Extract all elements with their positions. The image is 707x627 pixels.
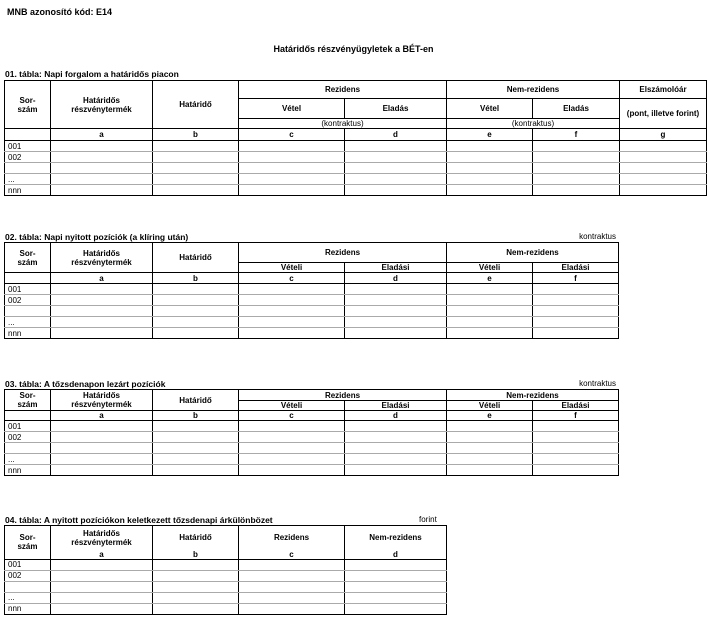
data-cell[interactable]	[533, 328, 619, 339]
t2-letter: d	[345, 273, 447, 284]
t1-rezidens-header: Rezidens	[239, 81, 447, 99]
t3-rezidens-header: Rezidens	[239, 390, 447, 401]
data-cell[interactable]	[345, 141, 447, 152]
data-cell[interactable]	[153, 603, 239, 614]
form-code: MNB azonosító kód: E14	[7, 7, 113, 17]
data-cell[interactable]	[620, 141, 707, 152]
table-row	[5, 443, 619, 454]
data-cell[interactable]	[447, 174, 533, 185]
t2-letter: b	[153, 273, 239, 284]
t1-letter: c	[239, 129, 345, 141]
data-cell[interactable]	[533, 306, 619, 317]
t3-letter: f	[533, 411, 619, 421]
table3	[4, 389, 619, 476]
data-cell[interactable]	[51, 284, 153, 295]
data-cell[interactable]	[345, 328, 447, 339]
t2-letter: f	[533, 273, 619, 284]
data-cell[interactable]	[447, 317, 533, 328]
t3-letter: e	[447, 411, 533, 421]
row-number	[5, 306, 51, 317]
data-cell[interactable]	[153, 306, 239, 317]
data-cell[interactable]	[51, 559, 153, 570]
data-cell[interactable]	[239, 284, 345, 295]
row-number	[5, 443, 51, 454]
row-number: 002	[5, 152, 51, 163]
data-cell[interactable]	[345, 581, 447, 592]
data-cell[interactable]	[153, 454, 239, 465]
table-row	[5, 317, 619, 328]
table1-caption: 01. tábla: Napi forgalom a határidős piacon	[5, 69, 179, 79]
data-cell[interactable]	[51, 581, 153, 592]
t4-letter: c	[239, 550, 345, 560]
data-cell[interactable]	[153, 328, 239, 339]
row-number: 001	[5, 421, 51, 432]
table-row	[5, 163, 707, 174]
data-cell[interactable]	[153, 432, 239, 443]
data-cell[interactable]	[447, 152, 533, 163]
t1-elsz-sub: (pont, illetve forint)	[620, 99, 707, 129]
data-cell[interactable]	[153, 421, 239, 432]
data-cell[interactable]	[239, 443, 345, 454]
data-cell[interactable]	[51, 317, 153, 328]
data-cell[interactable]	[51, 163, 153, 174]
data-cell[interactable]	[345, 306, 447, 317]
data-cell[interactable]	[345, 443, 447, 454]
data-cell[interactable]	[447, 185, 533, 196]
t2-veteli-nr: Vételi	[447, 263, 533, 273]
data-cell[interactable]	[153, 581, 239, 592]
t1-nemrezidens-header: Nem-rezidens	[447, 81, 620, 99]
row-number: nnn	[5, 185, 51, 196]
row-number	[5, 581, 51, 592]
t4-sorszam-header: Sor- szám	[5, 526, 51, 560]
t1-eladas-nr: Eladás	[533, 99, 620, 119]
t2-product-header: Határidős részvénytermék	[51, 243, 153, 273]
row-number: 001	[5, 559, 51, 570]
data-cell[interactable]	[153, 284, 239, 295]
data-cell[interactable]	[239, 174, 345, 185]
data-cell[interactable]	[239, 328, 345, 339]
page-title: Határidős részvényügyletek a BÉT-en	[273, 44, 434, 54]
t3-letter: c	[239, 411, 345, 421]
t2-letter: e	[447, 273, 533, 284]
data-cell[interactable]	[239, 163, 345, 174]
data-cell[interactable]	[239, 421, 345, 432]
data-cell[interactable]	[345, 163, 447, 174]
t3-sorszam-header: Sor- szám	[5, 390, 51, 411]
data-cell[interactable]	[447, 141, 533, 152]
t2-eladasi-nr: Eladási	[533, 263, 619, 273]
table2	[4, 242, 619, 339]
data-cell[interactable]	[239, 581, 345, 592]
data-cell[interactable]	[345, 570, 447, 581]
data-cell[interactable]	[533, 465, 619, 476]
table-row	[5, 432, 619, 443]
t2-letter: a	[51, 273, 153, 284]
row-number: nnn	[5, 328, 51, 339]
table2-unit: kontraktus	[579, 232, 616, 241]
data-cell[interactable]	[51, 465, 153, 476]
table3-caption: 03. tábla: A tőzsdenapon lezárt pozíciók	[5, 379, 166, 389]
data-cell[interactable]	[239, 317, 345, 328]
t3-letter: d	[345, 411, 447, 421]
data-cell[interactable]	[533, 174, 620, 185]
data-cell[interactable]	[239, 141, 345, 152]
data-cell[interactable]	[239, 592, 345, 603]
t1-letters-row	[5, 129, 707, 141]
t1-sorszam-header: Sor- szám	[5, 81, 51, 129]
data-cell[interactable]	[51, 152, 153, 163]
table-row	[5, 295, 619, 306]
data-cell[interactable]	[533, 454, 619, 465]
table-row	[5, 421, 619, 432]
data-cell[interactable]	[447, 295, 533, 306]
data-cell[interactable]	[447, 284, 533, 295]
row-number: ...	[5, 317, 51, 328]
data-cell[interactable]	[153, 141, 239, 152]
t1-kontraktus-nr: (kontraktus)	[447, 119, 620, 129]
data-cell[interactable]	[153, 559, 239, 570]
data-cell[interactable]	[239, 454, 345, 465]
row-number	[5, 163, 51, 174]
data-cell[interactable]	[533, 432, 619, 443]
row-number: 001	[5, 284, 51, 295]
t3-veteli-r: Vételi	[239, 401, 345, 411]
table-row	[5, 185, 707, 196]
data-cell[interactable]	[447, 421, 533, 432]
row-number: nnn	[5, 465, 51, 476]
t4-letter: a	[51, 550, 153, 560]
t4-product-header: Határidős részvénytermék	[51, 526, 153, 550]
t2-rezidens-header: Rezidens	[239, 243, 447, 263]
t2-nemrezidens-header: Nem-rezidens	[447, 243, 619, 263]
t4-hatarido-header: Határidő	[153, 526, 239, 550]
data-cell[interactable]	[345, 295, 447, 306]
table-row	[5, 581, 447, 592]
data-cell[interactable]	[533, 185, 620, 196]
table-row	[5, 174, 707, 185]
data-cell[interactable]	[51, 306, 153, 317]
t3-nemrezidens-header: Nem-rezidens	[447, 390, 619, 401]
data-cell[interactable]	[447, 465, 533, 476]
t1-letter: b	[153, 129, 239, 141]
data-cell[interactable]	[153, 317, 239, 328]
t4-letters-row	[5, 550, 447, 560]
table-row	[5, 141, 707, 152]
table-row	[5, 603, 447, 614]
row-number: nnn	[5, 603, 51, 614]
data-cell[interactable]	[51, 328, 153, 339]
table2-caption: 02. tábla: Napi nyitott pozíciók (a klíring után)	[5, 232, 189, 242]
t4-letter: d	[345, 550, 447, 560]
data-cell[interactable]	[620, 152, 707, 163]
data-cell[interactable]	[533, 284, 619, 295]
data-cell[interactable]	[51, 432, 153, 443]
t2-sorszam-header: Sor- szám	[5, 243, 51, 273]
table-row	[5, 465, 619, 476]
data-cell[interactable]	[620, 174, 707, 185]
data-cell[interactable]	[533, 443, 619, 454]
data-cell[interactable]	[239, 185, 345, 196]
data-cell[interactable]	[345, 559, 447, 570]
data-cell[interactable]	[447, 454, 533, 465]
data-cell[interactable]	[239, 152, 345, 163]
table-row	[5, 570, 447, 581]
data-cell[interactable]	[153, 465, 239, 476]
row-number: 002	[5, 295, 51, 306]
data-cell[interactable]	[239, 559, 345, 570]
row-number: 001	[5, 141, 51, 152]
t1-kontraktus-r: (kontraktus)	[239, 119, 447, 129]
t3-eladasi-r: Eladási	[345, 401, 447, 411]
data-cell[interactable]	[447, 306, 533, 317]
data-cell[interactable]	[153, 443, 239, 454]
table1	[4, 80, 707, 196]
data-cell[interactable]	[153, 592, 239, 603]
t4-letter: b	[153, 550, 239, 560]
data-cell[interactable]	[345, 592, 447, 603]
data-cell[interactable]	[51, 421, 153, 432]
data-cell[interactable]	[345, 421, 447, 432]
t3-veteli-nr: Vételi	[447, 401, 533, 411]
t3-product-header: Határidős részvénytermék	[51, 390, 153, 411]
t1-letter: d	[345, 129, 447, 141]
data-cell[interactable]	[345, 317, 447, 328]
data-cell[interactable]	[51, 570, 153, 581]
data-cell[interactable]	[239, 295, 345, 306]
data-cell[interactable]	[345, 185, 447, 196]
t1-letter: e	[447, 129, 533, 141]
table4-caption: 04. tábla: A nyitott pozíciókon keletkezett tőzsdenapi árkülönbözet	[5, 515, 273, 525]
t3-letter: a	[51, 411, 153, 421]
data-cell[interactable]	[533, 421, 619, 432]
data-cell[interactable]	[345, 603, 447, 614]
table3-unit: kontraktus	[579, 379, 616, 388]
data-cell[interactable]	[51, 141, 153, 152]
data-cell[interactable]	[447, 328, 533, 339]
t2-letters-row	[5, 273, 619, 284]
data-cell[interactable]	[345, 284, 447, 295]
t1-hatarido-header: Határidő	[153, 81, 239, 129]
t1-letter: f	[533, 129, 620, 141]
row-number: 002	[5, 570, 51, 581]
data-cell[interactable]	[153, 185, 239, 196]
data-cell[interactable]	[447, 443, 533, 454]
data-cell[interactable]	[533, 317, 619, 328]
t2-veteli-r: Vételi	[239, 263, 345, 273]
data-cell[interactable]	[620, 185, 707, 196]
data-cell[interactable]	[447, 432, 533, 443]
data-cell[interactable]	[345, 152, 447, 163]
t4-nemrezidens-header: Nem-rezidens	[345, 526, 447, 550]
t1-vetel-nr: Vétel	[447, 99, 533, 119]
t1-letter: a	[51, 129, 153, 141]
data-cell[interactable]	[345, 432, 447, 443]
data-cell[interactable]	[153, 174, 239, 185]
row-number: ...	[5, 592, 51, 603]
table4	[4, 525, 447, 615]
data-cell[interactable]	[51, 295, 153, 306]
t2-eladasi-r: Eladási	[345, 263, 447, 273]
table-row	[5, 284, 619, 295]
data-cell[interactable]	[239, 465, 345, 476]
t1-product-header: Határidős részvénytermék	[51, 81, 153, 129]
table-row	[5, 454, 619, 465]
t2-letter: c	[239, 273, 345, 284]
table-row	[5, 559, 447, 570]
data-cell[interactable]	[345, 174, 447, 185]
data-cell[interactable]	[533, 295, 619, 306]
data-cell[interactable]	[620, 163, 707, 174]
data-cell[interactable]	[533, 163, 620, 174]
t2-hatarido-header: Határidő	[153, 243, 239, 273]
data-cell[interactable]	[51, 185, 153, 196]
t3-letter: b	[153, 411, 239, 421]
data-cell[interactable]	[533, 152, 620, 163]
table4-unit: forint	[419, 515, 437, 524]
t4-rezidens-header: Rezidens	[239, 526, 345, 550]
data-cell[interactable]	[51, 174, 153, 185]
data-cell[interactable]	[345, 454, 447, 465]
data-cell[interactable]	[51, 592, 153, 603]
data-cell[interactable]	[153, 163, 239, 174]
table-row	[5, 592, 447, 603]
table-row	[5, 328, 619, 339]
data-cell[interactable]	[153, 152, 239, 163]
data-cell[interactable]	[51, 443, 153, 454]
t3-hatarido-header: Határidő	[153, 390, 239, 411]
data-cell[interactable]	[345, 465, 447, 476]
t1-vetel-r: Vétel	[239, 99, 345, 119]
data-cell[interactable]	[51, 603, 153, 614]
data-cell[interactable]	[153, 295, 239, 306]
data-cell[interactable]	[51, 454, 153, 465]
t1-eladas-r: Eladás	[345, 99, 447, 119]
data-cell[interactable]	[239, 306, 345, 317]
t1-letter: g	[620, 129, 707, 141]
data-cell[interactable]	[533, 141, 620, 152]
data-cell[interactable]	[239, 432, 345, 443]
row-number: 002	[5, 432, 51, 443]
t1-elsz-header: Elszámolóár	[620, 81, 707, 99]
table-row	[5, 152, 707, 163]
row-number: ...	[5, 454, 51, 465]
table-row	[5, 306, 619, 317]
data-cell[interactable]	[153, 570, 239, 581]
t3-letters-row	[5, 411, 619, 421]
data-cell[interactable]	[239, 603, 345, 614]
row-number: ...	[5, 174, 51, 185]
data-cell[interactable]	[447, 163, 533, 174]
t3-eladasi-nr: Eladási	[533, 401, 619, 411]
data-cell[interactable]	[239, 570, 345, 581]
